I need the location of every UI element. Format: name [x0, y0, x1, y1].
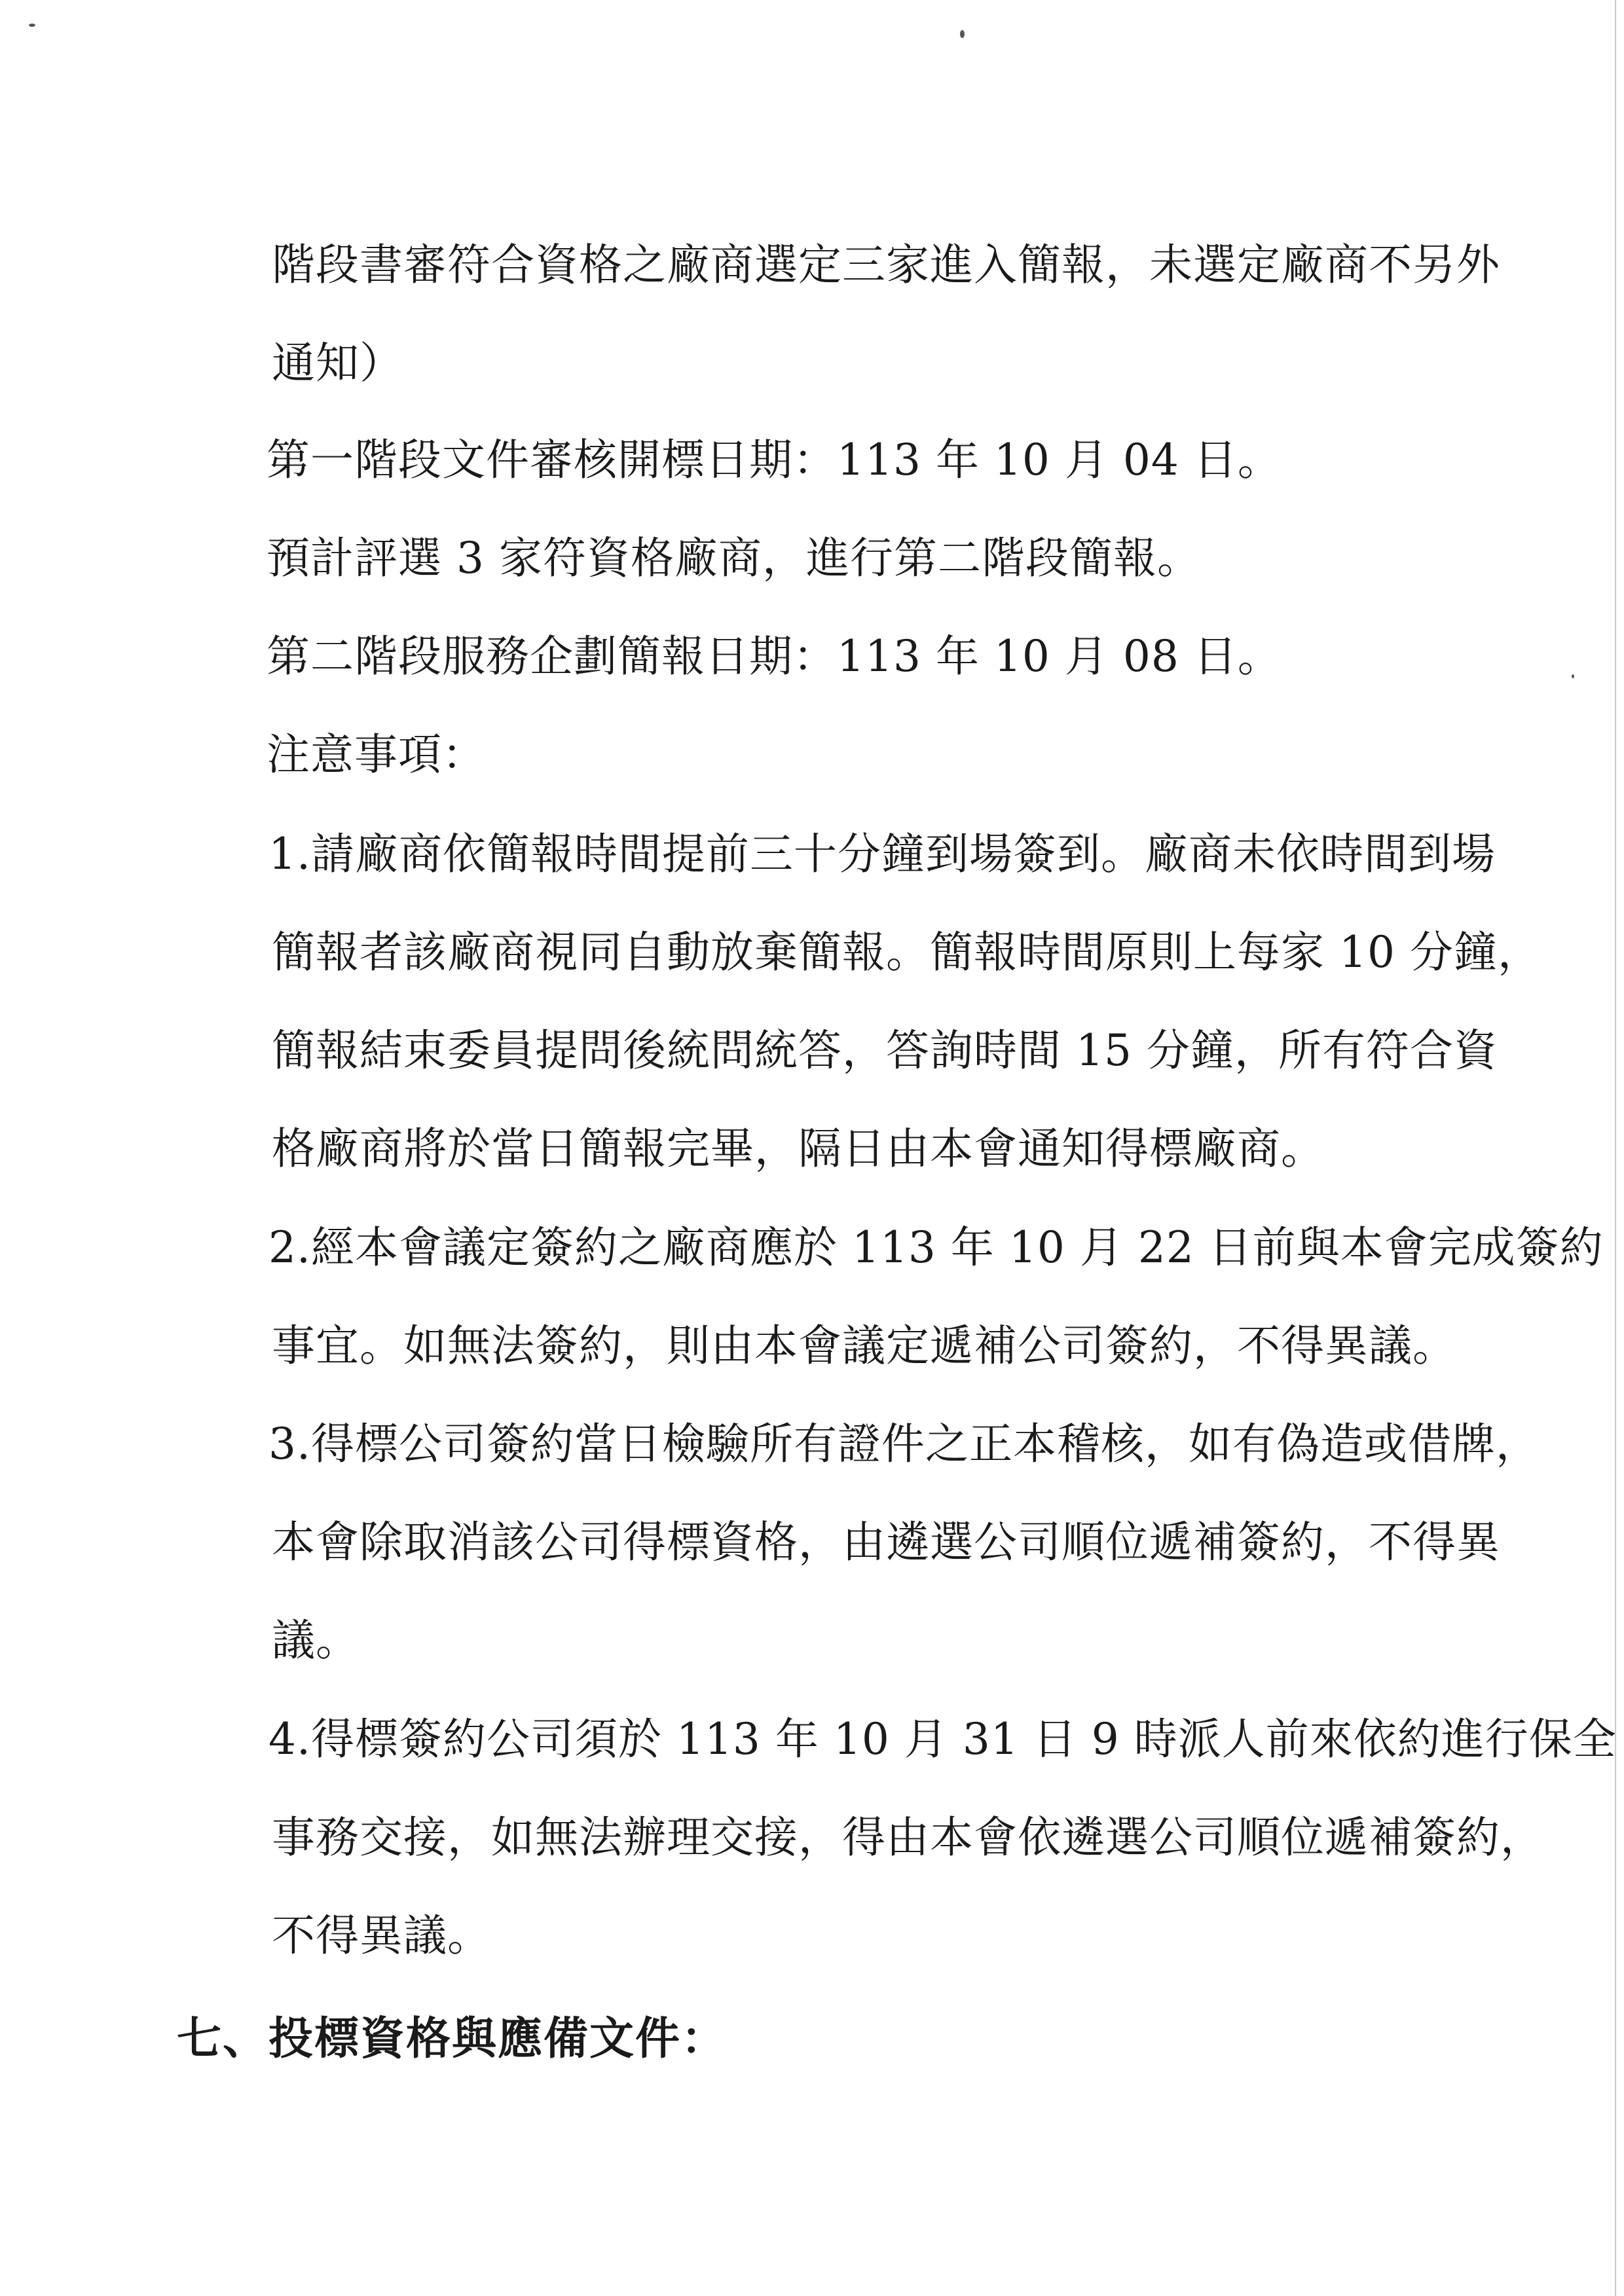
body-line: 事宜。如無法簽約，則由本會議定遞補公司簽約，不得異議。 — [272, 1321, 1456, 1371]
body-line: 預計評選 3 家符資格廠商，進行第二階段簡報。 — [267, 533, 1201, 583]
body-line: 通知） — [272, 338, 403, 388]
body-line: 簡報結束委員提問後統問統答，答詢時間 15 分鐘，所有符合資 — [272, 1025, 1498, 1076]
section-heading: 七、投標資格與應備文件： — [177, 2013, 728, 2065]
body-line: 第一階段文件審核開標日期：113 年 10 月 04 日。 — [267, 435, 1282, 485]
body-line: 格廠商將於當日簡報完畢，隔日由本會通知得標廠商。 — [272, 1123, 1325, 1174]
body-line: 注意事項： — [267, 729, 486, 780]
body-line: 1.請廠商依簡報時間提前三十分鐘到場簽到。廠商未依時間到場 — [268, 829, 1496, 879]
body-line: 4.得標簽約公司須於 113 年 10 月 31 日 9 時派人前來依約進行保全 — [268, 1714, 1617, 1764]
body-line: 不得異議。 — [272, 1910, 491, 1961]
body-line: 簡報者該廠商視同自動放棄簡報。簡報時間原則上每家 10 分鐘， — [272, 927, 1541, 977]
scan-edge — [1615, 0, 1616, 2296]
body-line: 本會除取消該公司得標資格，由遴選公司順位遞補簽約，不得異 — [272, 1517, 1500, 1567]
scan-speck — [1572, 674, 1574, 678]
body-line: 3.得標公司簽約當日檢驗所有證件之正本稽核，如有偽造或借牌， — [268, 1419, 1540, 1469]
body-line: 事務交接，如無法辦理交接，得由本會依遴選公司順位遞補簽約， — [272, 1812, 1544, 1863]
body-line: 第二階段服務企劃簡報日期：113 年 10 月 08 日。 — [267, 631, 1282, 682]
scan-speck — [960, 30, 965, 38]
body-line: 2.經本會議定簽約之廠商應於 113 年 10 月 22 日前與本會完成簽約 — [268, 1222, 1604, 1273]
body-line: 階段書審符合資格之廠商選定三家進入簡報，未選定廠商不另外 — [272, 240, 1500, 290]
scan-speck — [29, 24, 35, 27]
body-line: 議。 — [272, 1615, 360, 1666]
